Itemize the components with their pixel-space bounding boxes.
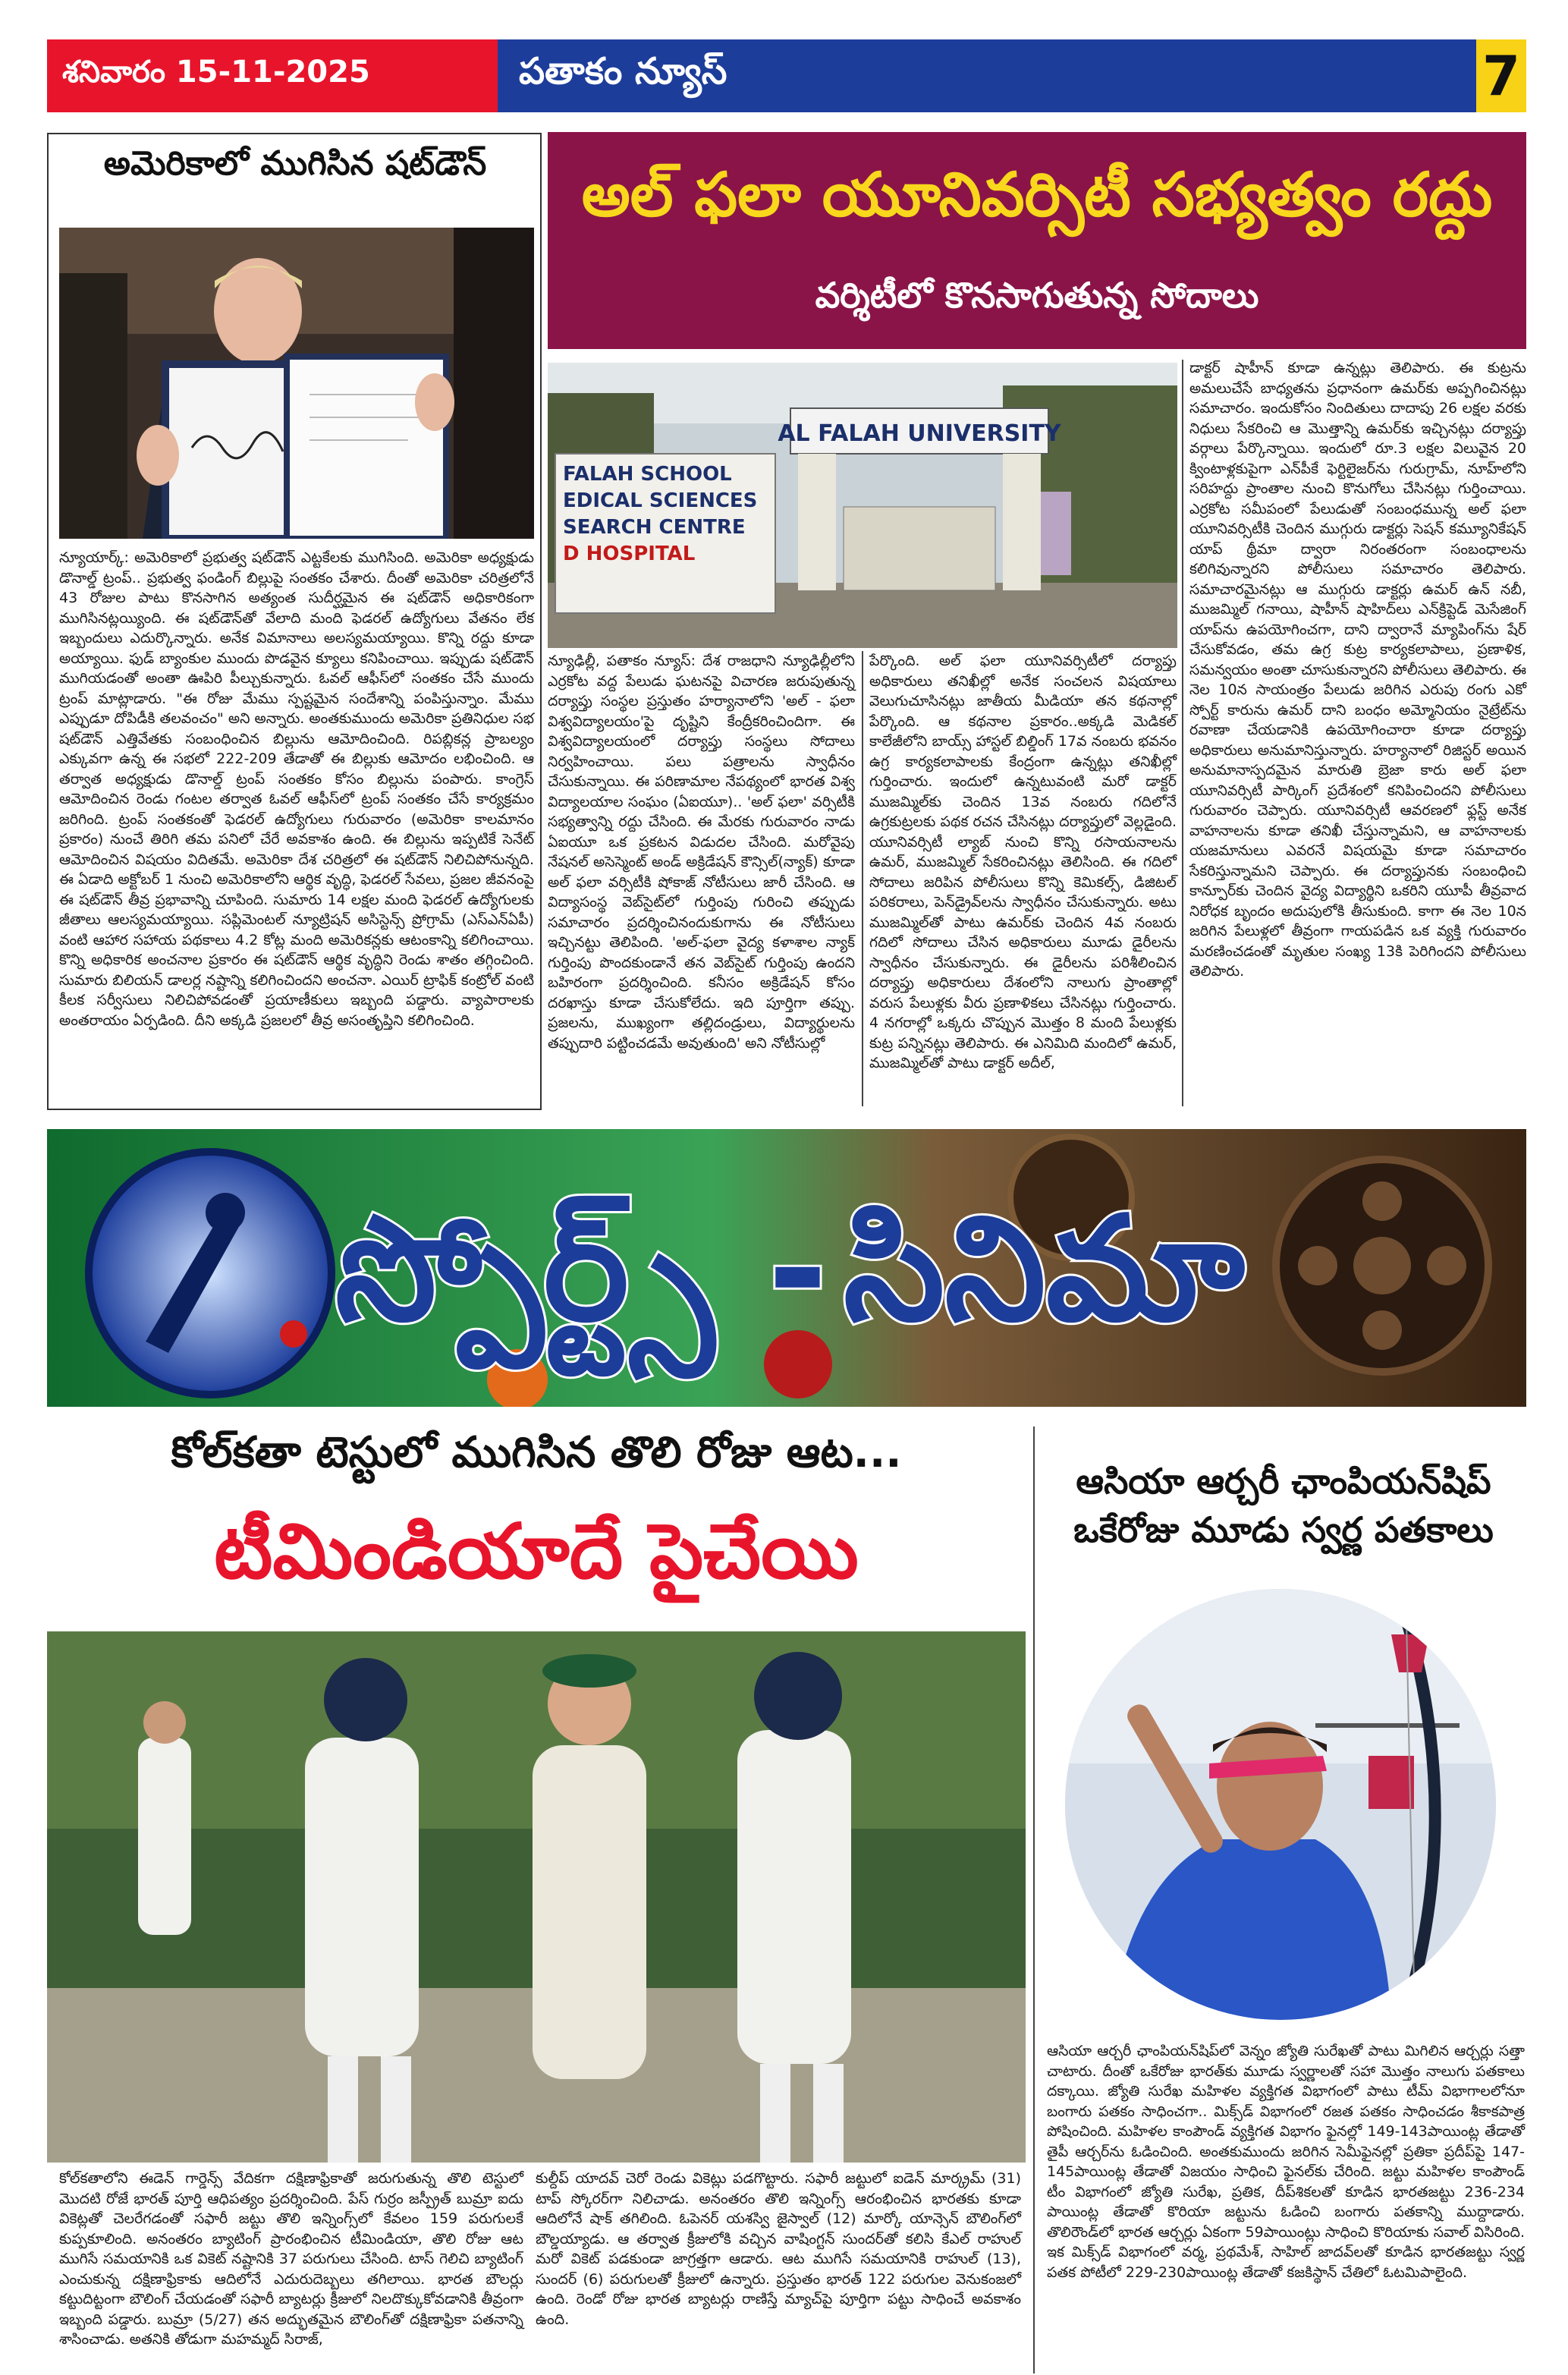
kolkata-article-column-2: కుల్దీప్ యాదవ్ చెరో రెండు వికెట్లు పడగొట్టారు. సఫారీ జట్టులో ఐడెన్ మార్క్రమ్ (31) టాప్ స్కోరర్‌గా నిలిచాడు. అనంతరం తొలి ఇన్నింగ్స్ ఆరంభించిన భారతకు కూడా ఆదిలోనే షాక్ తగిలింది. ఓపెనర్ యశస్వి జైస్వాల్ (12) మార్కో యాన్సెన్ బౌలింగ్‌లో బౌల్డయ్యాడు. ఆ తర్వాత క్రీజులోకి వచ్చిన వాషింగ్టన్ సుందర్‌తో కలిసి కేఎల్ రాహుల్ మరో వికెట్ పడకుండా జాగ్రత్తగా ఆడారు. ఆట ముగిసే సమయానికి రాహుల్ (13), సుందర్ (6) పరుగులతో క్రీజులో ఉన్నారు. ప్రస్తుతం భారత్ 122 పరుగుల వెనుకంజలో ఉంది. రెండో రోజు భారత బ్యాటర్లు రాణిస్తే మ్యాచ్‌పై పూర్తిగా పట్టు సాధించే అవకాశం ఉంది. xyxy=(536,2170,1021,2328)
archery-headline xyxy=(1041,1457,1526,1554)
kolkata-article-column-1: కోల్‌కతాలోని ఈడెన్ గార్డెన్స్ వేదికగా దక్షిణాఫ్రికాతో జరుగుతున్న తొలి టెస్టులో మొదటి రోజే భారత్ పూర్తి ఆధిపత్యం ప్రదర్శించింది. పేస్ గుర్రం జస్ప్రీత్ బుమ్రా ఐదు వికెట్లతో చెలరేగడంతో సఫారీ జట్టు తొలి ఇన్నింగ్స్‌లో కేవలం 159 పరుగులకే కుప్పకూలింది. అనంతరం బ్యాటింగ్ ప్రారంభించిన టీమిండియా, తొలి రోజు ఆట ముగిసే సమయానికి ఒక వికెట్ నష్టానికి 37 పరుగులు చేసింది. టాస్ గెలిచి బ్యాటింగ్ ఎంచుకున్న దక్షిణాఫ్రికాకు ఆదిలోనే ఎదురుదెబ్బలు తగిలాయి. భారత బౌలర్లు కట్టుదిట్టంగా బౌలింగ్ చేయడంతో సఫారీ బ్యాటర్లు క్రీజులో నిలదొక్కుకోవడానికి తీవ్రంగా ఇబ్బంది పడ్డారు. బుమ్రా (5/27) తన అద్భుతమైన బౌలింగ్‌తో దక్షిణాఫ్రికా పతనాన్ని శాసించాడు. అతనికి తోడుగా మహమ్మద్ సిరాజ్, xyxy=(59,2170,523,2348)
hospital-sign-line-4: D HOSPITAL xyxy=(563,543,696,565)
university-sign-text: AL FALAH UNIVERSITY xyxy=(778,420,1061,447)
shutdown-article-body: న్యూయార్క్: అమెరికాలో ప్రభుత్వ షట్‌డౌన్ ఎట్టకేలకు ముగిసింది. అమెరికా అధ్యక్షుడు డొనాల్డ్ ట్రంప్.. ప్రభుత్వ ఫండింగ్ బిల్లుపై సంతకం చేశారు. దీంతో అమెరికా చరిత్రలోనే 43 రోజుల పాటు కొనసాగిన అత్యంత సుదీర్ఘమైన ఈ షట్‌డౌన్ అధికారికంగా ముగిసినట్లయ్యింది. ఈ షట్‌డౌన్‌తో వేలాది మంది ఫెడరల్ ఉద్యోగులు వేతనం లేక ఇబ్బందులు ఎదుర్కొన్నారు. అనేక విమానాలు అలస్యమయ్యాయి. కొన్ని రద్దు కూడా అయ్యాయి. ఫుడ్ బ్యాంకుల ముందు పొడవైన క్యూలు కనిపించాయి. ఇప్పుడు షట్‌డౌన్ ముగియడంతో అంతా ఊపిరి పీల్చుకున్నారు. ఓవల్ ఆఫీస్‌లో సంతకం చేసే ముందు ట్రంప్ మాట్లాడారు. "ఈ రోజు మేము స్పష్టమైన సందేశాన్ని పంపిస్తున్నాం. మేము ఎప్పుడూ దోపిడీకి తలవంచం" అని అన్నారు. అంతకుముందు అమెరికా ప్రతినిధుల సభ షట్‌డౌన్ ఎత్తివేతకు సంబంధించిన బిల్లును ఆమోదించింది. రిపబ్లికన్ల ప్రాబల్యం ఎక్కువగా ఉన్న ఈ సభలో 222-209 తేడాతో ఈ బిల్లుకు ఆమోదం లభించింది. ఆ తర్వాత అధ్యక్షుడు డొనాల్డ్ ట్రంప్ సంతకం కోసం బిల్లును పంపారు. కాంగ్రెస్ ఆమోదించిన రెండు గంటల తర్వాత ఓవల్ ఆఫీస్‌లో ట్రంప్ సంతకం చేసే కార్యక్రమం జరిగింది. ట్రంప్ సంతకంతో ఫెడరల్ ఉద్యోగులు గురువారం (అమెరికా కాలమానం ప్రకారం) నుంచే తిరిగి తమ పనిలో చేరే అవకాశం ఉంది. ఈ బిల్లును ఇప్పటికే సెనేట్ ఆమోదించిన విషయం విదితమే. అమెరికా దేశ చరిత్రలో ఈ షట్‌డౌన్ నిలిచిపోనున్నది. ఈ ఏడాది అక్టోబర్ 1 నుంచి అమెరికాలోని ఆర్థిక వృద్ధి, ఫెడరల్ సేవలు, ప్రజల జీవనంపై ఈ షట్‌డౌన్ తీవ్ర ప్రభావాన్ని చూపింది. సుమారు 14 లక్షల మంది ఫెడరల్ ఉద్యోగులకు జీతాలు ఆలస్యమయ్యాయి. సప్లిమెంటల్ న్యూట్రిషన్ అసిస్టెన్స్ ప్రోగ్రామ్ (ఎస్ఎన్ఏపీ) వంటి ఆహార సహాయ పథకాలు 4.2 కోట్ల మంది అమెరికన్లకు ఆటంకాన్ని కలిగించాయి. కొన్ని అధికారిక అంచనాల ప్రకారం ఈ షట్‌డౌన్ ఆర్థిక వృద్ధిని రెండు శాతం తగ్గించింది. సుమారు బిలియన్ డాలర్ల నష్టాన్ని కలిగించిందని అంచనా. ఎయిర్ ట్రాఫిక్ కంట్రోల్ వంటి కీలక సర్వీసులు నిలిచిపోవడంతో ప్రయాణీకులు ఇబ్బంది పడ్డారు. వ్యాపారాలకు అంతరాయం ఏర్పడింది. దీని అక్కడి ప్రజలలో తీవ్ర అసంతృప్తిని కలిగించింది. xyxy=(59,549,534,1029)
banner-sports-word: స్పోర్ట్స్ xyxy=(335,1185,715,1353)
masthead xyxy=(47,39,1526,112)
archer-photo xyxy=(1065,1589,1496,2020)
page-number: 7 xyxy=(1476,39,1526,112)
hospital-sign-line-3: SEARCH CENTRE xyxy=(563,516,746,539)
alfalah-subheadline: వర్శిటీలో కొనసాగుతున్న సోదాలు xyxy=(815,275,1259,316)
sports-cinema-banner xyxy=(47,1129,1526,1407)
kolkata-test-title: టీమిండియాదే పైచేయి xyxy=(214,1507,859,1596)
kolkata-test-headline: కోల్‌కతా టెస్టులో ముగిసిన తొలి రోజు ఆట... xyxy=(171,1428,902,1477)
column-divider xyxy=(862,651,863,1106)
archer-illustration xyxy=(1065,1589,1496,2020)
banner-cinema-word: సినిమా xyxy=(844,1185,1245,1353)
column-divider xyxy=(1182,360,1183,1106)
alfalah-headline: అల్ ఫలా యూనివర్సిటీ సభ్యత్వం రద్దు xyxy=(581,159,1493,230)
trump-signing-illustration xyxy=(59,228,534,539)
archery-article-body: ఆసియా ఆర్చరీ ఛాంపియన్‌షిప్‌లో వెన్నం జ్యోతి సురేఖతో పాటు మిగిలిన ఆర్చర్లు సత్తా చాటారు. దీంతో ఒకేరోజు భారత్‌కు మూడు స్వర్ణాలతో సహా మొత్తం నాలుగు పతకాలు దక్కాయి. జ్యోతి సురేఖ మహిళల వ్యక్తిగత విభాగంలో పాటు టీమ్ విభాగాలలోనూ బంగారు పతకం సాధించగా.. మిక్స్‌డ్ విభాగంలో రజత పతకం సాధించడం శీకాకపాత్ర పోషించింది. మహిళల కాంపౌండ్ వ్యక్తిగత విభాగం ఫైనల్లో 149-143పాయింట్ల తేడాతో తైపీ ఆర్చర్‌ను ఓడించింది. అంతకుముందు జరిగిన సెమీఫైనల్లో ప్రతికా ప్రదీప్‌పై 147-145పాయింట్ల తేడాతో విజయం సాధించి ఫైనల్‌కు చేరింది. జట్టు మహిళల కాంపౌండ్ టీం విభాగంలో జ్యోతి సురేఖ, ప్రతిక, దీప్‌శికలతో కూడిన భారతజట్టు 236-234 పాయింట్ల తేడాతో కొరియా జట్టును ఓడించి బంగారు పతకాన్ని ముద్దాడారు. తొలిరౌండ్‌లో భారత ఆర్చర్లు ఏకంగా 59పాయింట్లు సాధించి కొరియాకు సవాల్ విసిరింది. ఇక మిక్స్‌డ్ విభాగంలో వర్మ, ప్రథమేశ్, సాహిల్ జాదవ్‌లతో కూడిన భారతజట్టు స్వర్ణ పతక పోటీలో 229-230పాయింట్ల తేడాతో కజకిస్థాన్ చేతిలో ఓటమిపాలైంది. xyxy=(1047,2043,1525,2281)
banner-dash: - xyxy=(768,1185,828,1353)
newspaper-name: పతాకం న్యూస్ xyxy=(498,39,1476,112)
cricket-match-photo xyxy=(47,1631,1026,2163)
cricket-players-illustration xyxy=(47,1631,1026,2163)
section-divider xyxy=(1033,1427,1035,2373)
hospital-sign-line-2: EDICAL SCIENCES xyxy=(563,489,758,512)
shutdown-headline: అమెరికాలో ముగిసిన షట్‌డౌన్ xyxy=(103,144,487,183)
issue-date: శనివారం 15-11-2025 xyxy=(47,39,498,112)
alfalah-article-column-1: న్యూఢిల్లీ, పతాకం న్యూస్: దేశ రాజధాని న్యూఢిల్లీలోని ఎర్రకోట వద్ద పేలుడు ఘటనపై విచారణ జరుపుతున్న దర్యాప్తు సంస్థల ప్రస్తుతం హర్యానాలోని 'అల్ - ఫలా విశ్వవిద్యాలయం'పై దృష్టిని కేంద్రీకరించిందిగా. ఈ విశ్వవిద్యాలయంలో దర్యాప్తు సంస్థలు సోదాలు నిర్వహించాయి. పలు పత్రాలను స్వాధీనం చేసుకున్నాయి. ఈ పరిణామాల నేపథ్యంలో భారత విశ్వ విద్యాలయాల సంఘం (ఏఐయూ).. 'అల్ ఫలా' వర్సిటీకి సభ్యత్వాన్ని రద్దు చేసింది. ఈ మేరకు గురువారం నాడు ఏఐయూ ఒక ప్రకటన విడుదల చేసింది. మరోవైపు నేషనల్ అసెస్మెంట్ అండ్ అక్రిడేషన్ కౌన్సిల్(న్యాక్) కూడా అల్ ఫలా వర్సిటీకి షోకాజ్ నోటీసులు జారీ చేసింది. ఆ విద్యాసంస్థ వెబ్‌సైట్‌లో గుర్తింపు గురించి తప్పుడు సమాచారం ప్రదర్శించినందుకుగాను ఈ నోటీసులు ఇచ్చినట్టు తెలిపింది. 'అల్-ఫలా వైద్య కళాశాల న్యాక్ గుర్తింపు పొందకుండానే తన వెబ్‌సైట్ గుర్తింపు ఉందని బహిరంగా ప్రదర్శించింది. కనీసం అక్రిడేషన్ కోసం దరఖాస్తు కూడా చేసుకోలేదు. ఇది పూర్తిగా తప్పు. ప్రజలను, ముఖ్యంగా తల్లిదండ్రులు, విద్యార్థులను తప్పుదారి పట్టించడమే అవుతుంది' అని నోటీసుల్లో xyxy=(548,653,855,1052)
alfalah-university-gate-photo xyxy=(548,363,1177,648)
alfalah-article-column-3: డాక్టర్ షాహీన్ కూడా ఉన్నట్లు తెలిపారు. ఈ కుట్రను అమలుచేసే బాధ్యతను ప్రధానంగా ఉమర్‌కు అప్పగించినట్లు సమాచారం. ఇందుకోసం నిందితులు దాదాపు 26 లక్షల వరకు నిధులు సేకరించి ఆ మొత్తాన్ని ఉమర్‌కు ఇచ్చినట్లు దర్యాప్తు వర్గాలు పేర్కొన్నాయి. ఇందులో రూ.3 లక్షల విలువైన 20 క్వింటాళ్లకుపైగా ఎన్‌పీకే ఫెర్టిలైజర్‌ను గురుగ్రామ్, నూహ్‌లోని సరిహద్దు ప్రాంతాల నుంచి కొనుగోలు చేసినట్లు గుర్తించాయి. ఎర్రకోట సమీపంలో పేలుడుతో సంబంధమున్న అల్ ఫలా యూనివర్సిటీకి చెందిన ముగ్గురు డాక్టర్లు సెషన్ కమ్యూనికేషన్ యాప్ థ్రీమా ద్వారా నిరంతరంగా సంబంధాలను కలిగివున్నారని పోలీసులు సమాచారం తెలిపారు. సమాచారమైనట్లు ఆ ముగ్గురు డాక్టర్లు ఉమర్ ఉన్ నబీ, ముజమ్మిల్ గనాయి, షాహీన్ షాహిద్‌లు ఎన్‌క్రిప్టెడ్ మెసేజింగ్ యాప్‌ను ఉపయోగించగా, దాని ద్వారానే మ్యాపింగ్‌ను షేర్ చేసుకోవడం, తమ ఉగ్ర కుట్ర కార్యకలాపాలు, ప్రణాళిక, సమన్వయం అంతా చూసుకున్నారని పోలీసులు తెలిపారు. ఈ నెల 10న సాయంత్రం పేలుడు జరిగిన ఎరుపు రంగు ఎకో స్పోర్ట్ కారును ఉమర్ దాని బంధం అమ్మోనియం నైట్రేట్‌ను రవాణా చేయడానికి ఉపయోగించారా కూడా దర్యాప్తు అధికారులు అనుమానిస్తున్నారు. హర్యానాలో రిజిస్టర్ అయిన అనుమానాస్పదమైన మారుతి బ్రెజా కారు అల్ ఫలా యూనివర్సిటీ పార్కింగ్ ప్రదేశంలో కనిపించిందని పోలీసులు గురువారం చెప్పారు. యూనివర్సిటీ ఆవరణలో ఫ్లస్ట్ అనేక వాహనాలను కూడా తనిఖీ చేస్తున్నామని, ఆ వాహనాలకు యజమానులు ఎవరనే విషయమై కూడా సమాచారం సేకరిస్తున్నామని చెప్పారు. ఈ దర్యాప్తునకు సంబంధించి కాన్పూర్‌కు చెందిన వైద్య విద్యార్థిని ఒకరిని యూపీ తీవ్రవాద నిరోధక బృందం అదుపులోకి తీసుకుంది. కాగా ఈ నెల 10న జరిగిన పేలుళ్లలో తీవ్రంగా గాయపడిన ఒక వ్యక్తి గురువారం మరణించడంతో మృతుల సంఖ్య 13కి పెరిగిందని పోలీసులు తెలిపారు. xyxy=(1189,360,1526,980)
archery-headline-line-2: ఒకేరోజు మూడు స్వర్ణ పతకాలు xyxy=(1073,1509,1494,1550)
university-gate-illustration xyxy=(548,363,1177,648)
alfalah-article-column-2: పేర్కొంది. అల్ ఫలా యూనివర్సిటీలో దర్యాప్తు అధికారులు తనిఖీల్లో అనేక సంచలన విషయాలు వెలుగుచూసినట్లు జాతీయ మీడియా తన కథనాల్లో పేర్కొంది. ఆ కథనాల ప్రకారం..అక్కడి మెడికల్ కాలేజీలోని బాయ్స్ హాస్టల్ బిల్డింగ్‌ 17వ నంబరు భవనం ఉగ్ర కార్యకలాపాలకు కేంద్రంగా ఉన్నట్లు తనిఖీల్లో గుర్తించారు. ఇందులో ఉన్నటువంటి మరో డాక్టర్ ముజమ్మిల్‌కు చెందిన 13వ నంబరు గదిలోనే ఉగ్రకుట్రలకు పథక రచన చేసినట్లు దర్యాప్తులో వెల్లడైంది. యూనివర్సిటీ ల్యాబ్ నుంచి కొన్ని రసాయనాలను ఉమర్, ముజమ్మిల్ సేకరించినట్లు తెలిసింది. ఈ గదిలో సోదాలు జరిపిన పోలీసులు కొన్ని కెమికల్స్, డిజిటల్ పరికరాలు, పెన్‌డ్రైవ్‌లను స్వాధీనం చేసుకున్నారు. అటు ముజమ్మిల్‌తో పాటు ఉమర్‌కు చెందిన 4వ నంబరు గదిలో సోదాలు చేసిన అధికారులు మూడు డైరీలను స్వాధీనం చేసుకున్నారు. ఈ డైరీలను పరిశీలించిన దర్యాప్తు అధికారులు దేశంలోని నాలుగు ప్రాంతాల్లో వరుస పేలుళ్లకు వీరు ప్రణాళికలు చేసినట్లు గుర్తించారు. 4 నగరాల్లో ఒక్కరు చొప్పున మొత్తం 8 మంది పేలుళ్లకు కుట్ర పన్నినట్లు తెలిపారు. ఈ ఎనిమిది మందిలో ఉమర్, ముజమ్మిల్‌తో పాటు డాక్టర్ అదీల్, xyxy=(869,653,1177,1071)
sports-cinema-banner-art xyxy=(47,1129,1526,1407)
trump-signing-photo xyxy=(59,228,534,539)
hospital-sign-line-1: FALAH SCHOOL xyxy=(563,463,732,486)
archery-headline-line-1: ఆసియా ఆర్చరీ ఛాంపియన్‌షిప్ xyxy=(1076,1461,1491,1502)
